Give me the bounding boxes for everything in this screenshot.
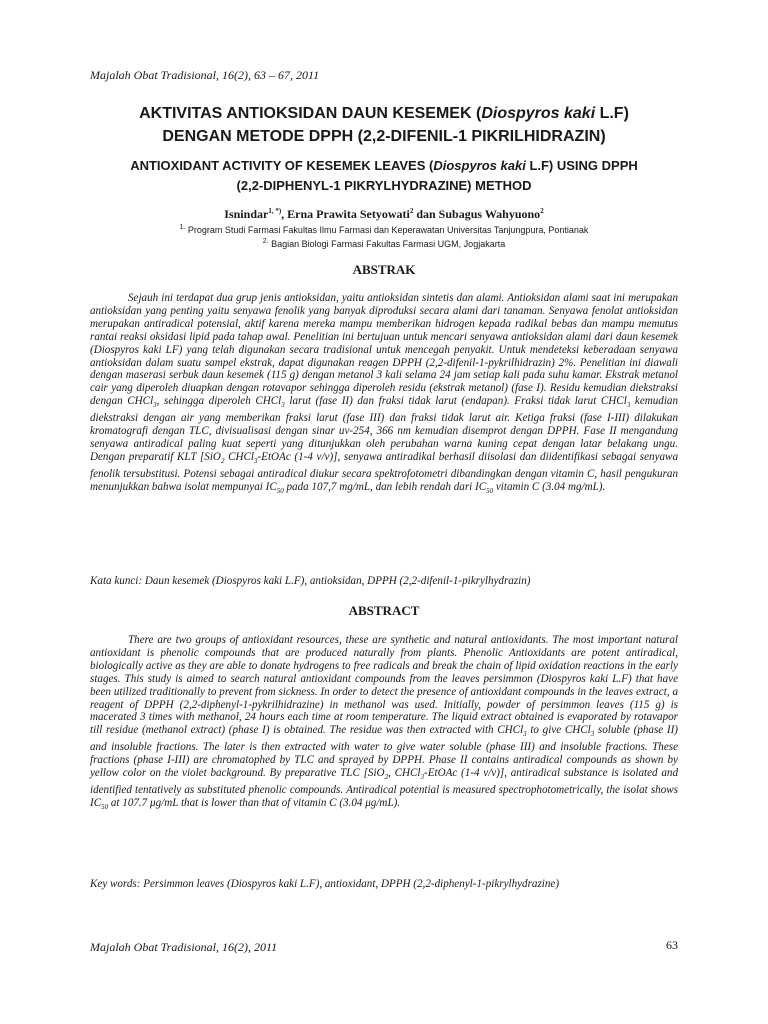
title-en-line1-pre: ANTIOXIDANT ACTIVITY OF KESEMEK LEAVES (	[130, 158, 434, 173]
title-en-line1-post: L.F) USING DPPH	[525, 158, 638, 173]
abstrak-sub: 3	[626, 401, 631, 410]
abstrak-sub: 50	[276, 487, 284, 496]
abstract-paragraph	[90, 634, 678, 814]
abstract-sub: 50	[101, 803, 109, 812]
key-words: Key words: Persimmon leaves (Diospyros kaki L.F), antioxidant, DPPH (2,2-diphenyl-1-pikrylhydrazine)	[90, 878, 560, 890]
title-id-line1-pre: AKTIVITAS ANTIOKSIDAN DAUN KESEMEK (	[139, 105, 482, 122]
abstract-sub: 2	[384, 773, 389, 782]
affiliation-2-text: Bagian Biologi Farmasi Fakultas Farmasi UGM, Jogjakarta	[268, 239, 506, 249]
abstrak-sub: 3	[153, 401, 157, 410]
abstrak-text-8: vitamin C (3.04 mg/mL).	[493, 481, 606, 494]
abstrak-sub: 50	[486, 487, 494, 496]
title-indonesian	[90, 102, 678, 148]
author-2: , Erna Prawita Setyowati	[281, 207, 410, 221]
title-id-line1-post: L.F)	[595, 105, 629, 122]
page-number: 63	[666, 938, 678, 952]
abstrak-paragraph	[90, 292, 678, 498]
affiliation-2	[90, 235, 678, 251]
abstract-sub: 3	[523, 730, 527, 739]
abstrak-heading: ABSTRAK	[352, 262, 416, 277]
affiliation-1-text: Program Studi Farmasi Fakultas Ilmu Farmasi dan Keperawatan Universitas Tanjungpura, Pontianak	[185, 225, 589, 235]
author-list	[90, 207, 678, 222]
abstrak-text-4: kemudian diekstraksi dengan air yang memberikan fraksi larut (fase III) dan fraksi tidak larut air. Ketiga fraksi (fase I-III) dilakukan kromatografi dengan TLC, divisualisasi dengan sinar uv-254, 366 nm kemudian disemprot dengan DPPH. Fase II mengandung senyawa antiradical paling kuat seperti yang ditunjukkan oleh perubahan warna kuning cepat dengan latar belakang ungu. Dengan preparatif KLT [SiO	[90, 395, 679, 464]
author-1: Isnindar	[224, 207, 269, 221]
title-english	[90, 156, 678, 196]
abstrak-sub: 3	[281, 401, 285, 410]
abstrak-text-5: CHCl	[224, 451, 254, 464]
author-3-mark: 2	[540, 207, 544, 215]
abstrak-sub: 3	[253, 457, 258, 466]
journal-citation-footer: Majalah Obat Tradisional, 16(2), 2011	[90, 940, 278, 954]
affiliation-1-mark: 1.	[179, 224, 186, 231]
title-en-species: Diospyros kaki	[433, 158, 526, 173]
abstrak-text-1: Sejauh ini terdapat dua grup jenis antioksidan, yaitu antioksidan sintetis dan alami. Antioksidan alami saat ini merupakan antioksidan yang penting yaitu senyawa fenolik yang banyak diproduksi secara alami dari tanaman. Senyawa fenolat antioksidan merupakan antiradical potensial, aktif karena mereka mampu memberikan hidrogen kepada radikal bebas dan mampu memutus rantai reaksi oksidasi lipid pada tahap awal. Penelitian ini bertujuan untuk mencari senyawa antioksidan alami dari daun kesemek (Diospyros kaki LF) yang telah digunakan secara tradisional untuk mencegah penyakit. Untuk mendeteksi keberadaan senyawa antioksidan dalam suatu sampel ekstrak, dapat digunakan reagen DPPH (2,2-difenil-1-pykrilhidrazin) 2%. Penelitian ini diawali dengan maserasi serbuk daun kesemek (115 g) dengan metanol 3 kali selama 24 jam setiap kali pada suhu kamar. Ekstrak metanol cair yang diperoleh diuapkan dengan rotavapor sehingga diperoleh residu (ekstrak metanol) (fase I). Residu kemudian diekstraksi dengan CHCl	[90, 292, 678, 408]
kata-kunci: Kata kunci: Daun kesemek (Diospyros kaki L.F), antioksidan, DPPH (2,2-difenil-1-pikrylhydrazin)	[90, 575, 531, 587]
affiliation-2-mark: 2.	[262, 238, 269, 245]
title-id-line2: DENGAN METODE DPPH (2,2-DIFENIL-1 PIKRILHIDRAZIN)	[162, 128, 606, 145]
abstrak-text-6: -EtOAc (1-4 v/v)], senyawa antiradikal berhasil diisolasi dan diidentifikasi sebagai senyawa fenolik tersubstitusi. Potensi sebagai antiradical diukur secara spektrofotometri dibandingkan dengan vitamin C, hasil pengukuran menunjukkan bahwa isolat mempunyai IC	[90, 451, 678, 494]
abstract-text-2: to give CHCl	[526, 724, 591, 737]
abstract-text-6: at 107.7 μg/mL that is lower than that of vitamin C (3.04 μg/mL).	[108, 797, 401, 810]
abstract-sub: 3	[420, 773, 425, 782]
abstract-text-5: -EtOAc (1-4 v/v)], antiradical substance is isolated and identified tentatively as substituted phenolic compounds. Antiradical potential is measured spectrophotometrically, the isolat shows IC	[90, 767, 678, 810]
title-id-species: Diospyros kaki	[481, 105, 596, 122]
journal-citation-header: Majalah Obat Tradisional, 16(2), 63 – 67, 2011	[90, 68, 320, 82]
abstract-heading: ABSTRACT	[348, 603, 420, 618]
author-3: dan Subagus Wahyuono	[413, 207, 541, 221]
abstract-text-1: There are two groups of antioxidant resources, these are synthetic and natural antioxidants. The most important natural antioxidant is phenolic compounds that are produced naturally from plants. Phenolic Antioxidants are potent antiradical, biologically active as they are able to donate hydrogens to free radicals and break the chain of lipid oxidation reactions in the early stages. This study is aimed to search natural antioxidant compounds from the leaves persimmon (Diospyros kaki L.F) that have been utilized traditionally to prevent from sickness. In order to detect the presence of antioxidant compounds in the leaves extract, a reagent of DPPH (2,2-diphenyl-1-pykrilhidrazine) in methanol was used. Initially, powder of persimmon leaves (115 g) is macerated 3 times with methanol, 24 hours each time at room temperature. The liquid extract obtained is evaporated by rotavapor till residue (methanol extract) (phase I) is obtained. The residue was then extracted with CHCl	[90, 634, 678, 737]
abstrak-text-3: larut (fase II) dan fraksi tidak larut (endapan). Fraksi tidak larut CHCl	[284, 395, 627, 408]
abstract-text-4: , CHCl	[388, 767, 421, 780]
abstract-sub: 3	[590, 730, 595, 739]
author-1-mark: 1, *)	[268, 207, 282, 215]
abstract-text-3: soluble (phase II) and insoluble fractions. The later is then extracted with water to give water soluble (phase III) and insoluble fractions. These fractions (phase I-III) are chromatophed by TLC and sprayed by DPPH. Phase II contains antiradical compounds as shown by yellow color on the violet background. By preparative TLC [SiO	[90, 724, 678, 780]
title-en-line2: (2,2-DIPHENYL-1 PIKRYLHYDRAZINE) METHOD	[236, 178, 532, 193]
abstrak-text-7: pada 107,7 mg/mL, dan lebih rendah dari IC	[283, 481, 487, 494]
author-2-mark: 2	[409, 207, 414, 215]
abstrak-text-2: , sehingga diperoleh CHCl	[156, 395, 282, 408]
abstrak-sub: 2	[220, 457, 225, 466]
